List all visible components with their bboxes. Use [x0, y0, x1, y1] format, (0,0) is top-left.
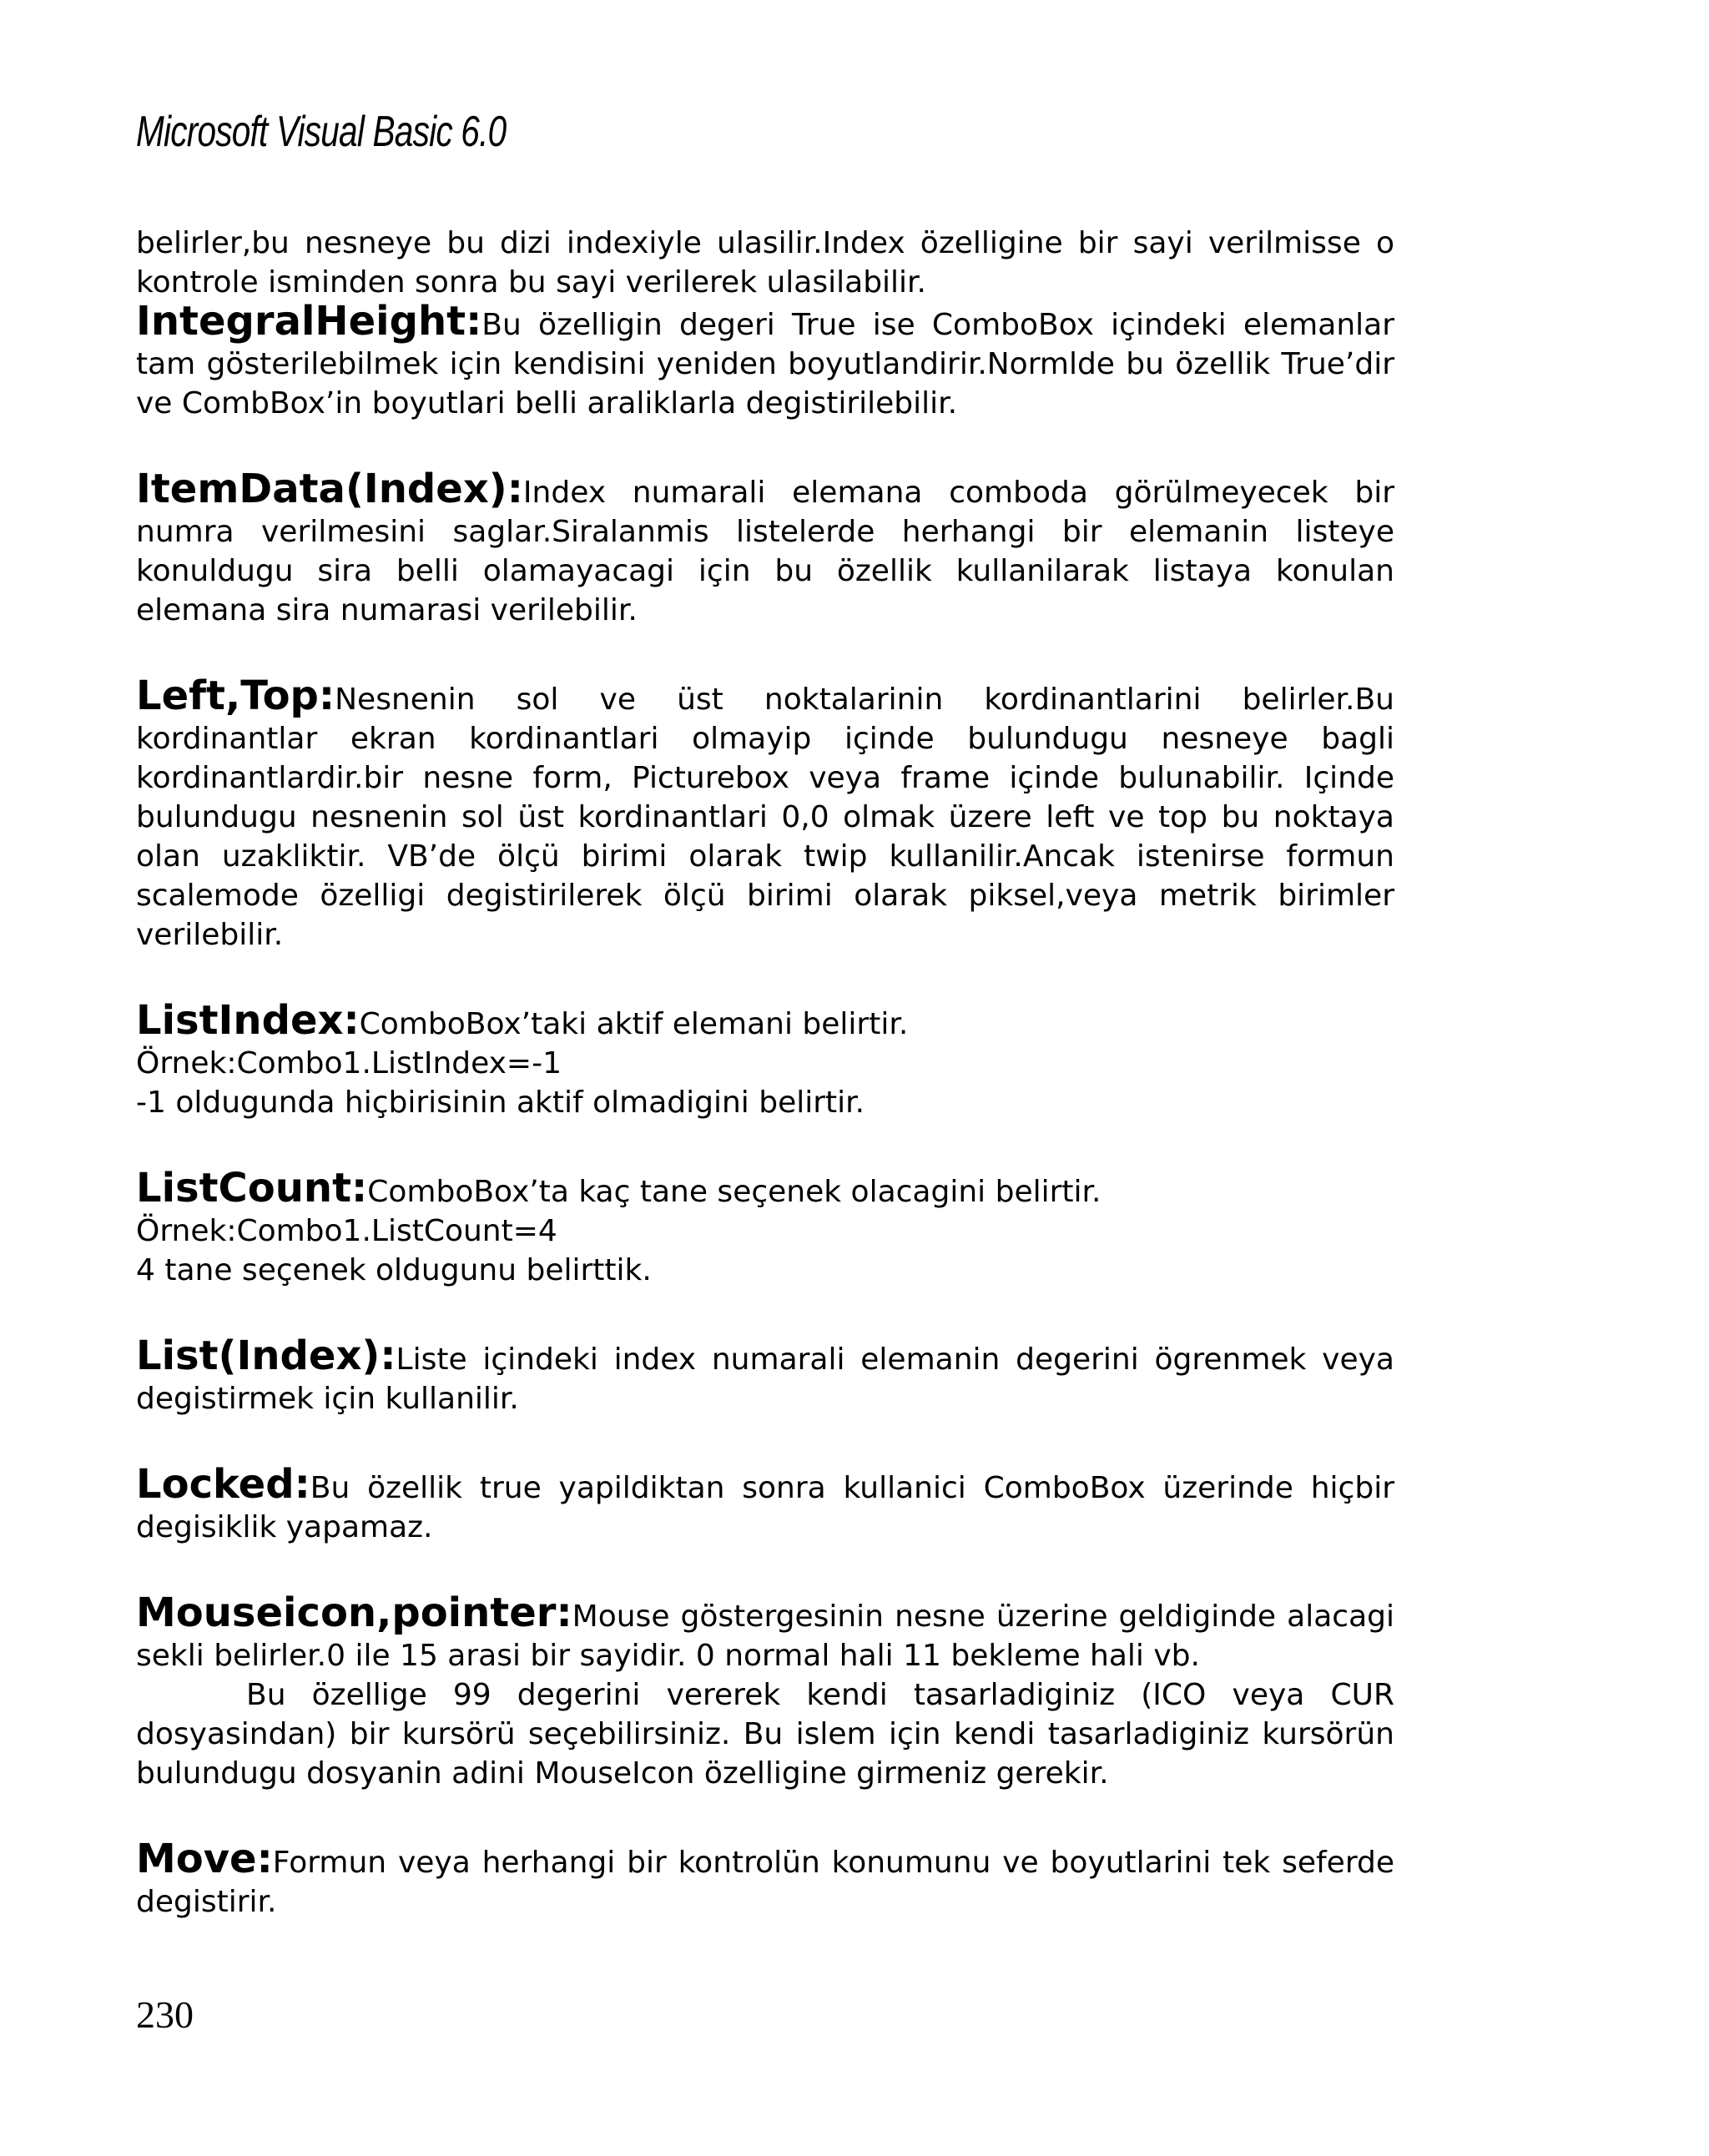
integral-height-description: Bu özelligin degeri True ise ComboBox içindeki elemanlar tam gösterilebilmek için kendisini yeniden boyutlandirir.Normlde bu özellik True’dir ve CombBox’in boyutlari belli araliklarla degistirilebilir. [136, 308, 1394, 421]
left-top-description: Nesnenin sol ve üst noktalarinin kordinantlarini belirler.Bu kordinantlar ekran kordinantlari olmayip içinde bulundugu nesneye bagli kordinantlardir.bir nesne form, Picturebox veya frame içinde bulunabilir. Içinde bulundugu nesnenin sol üst kordinantlari 0,0 olmak üzere left ve top bu noktaya olan uzakliktir. VB’de ölçü birimi olarak twip kullanilir.Ancak istenirse formun scalemode özelligi degistirilerek ölçü birimi olarak piksel,veya metrik birimler verilebilir. [136, 683, 1394, 952]
list-count-description: ComboBox’ta kaç tane seçenek olacagini belirtir. [367, 1175, 1102, 1209]
mouseicon-entry [136, 1589, 1394, 1675]
page-number: 230 [136, 1993, 194, 2036]
term-item-data: ItemData(Index): [136, 466, 523, 512]
page-body [136, 224, 1394, 1922]
list-index-description: ComboBox’taki aktif elemani belirtir. [359, 1007, 909, 1041]
term-move: Move: [136, 1836, 273, 1882]
term-list-item: List(Index): [136, 1332, 396, 1379]
term-integral-height: IntegralHeight: [136, 298, 482, 345]
mouseicon-description: Mouse göstergesinin nesne üzerine geldiginde alacagi sekli belirler.0 ile 15 arasi bir sayidir. 0 normal hali 11 bekleme hali vb. [136, 1599, 1394, 1673]
intro-paragraph: belirler,bu nesneye bu dizi indexiyle ulasilir.Index özelligine bir sayi verilmisse o kontrole isminden sonra bu sayi verilerek ulasilabilir. [136, 226, 1394, 300]
mouseicon-extra: Bu özellige 99 degerini vererek kendi tasarladiginiz (ICO veya CUR dosyasindan) bir kursörü seçebilirsiniz. Bu islem için kendi tasarladiginiz kursörün bulundugu dosyanin adini MouseIcon özelligine girmeniz gerekir. [136, 1678, 1394, 1791]
left-top-entry [136, 672, 1394, 955]
list-item-description: Liste içindeki index numarali elemanin degerini ögrenmek veya degistirmek için kullanilir. [136, 1342, 1394, 1416]
move-description: Formun veya herhangi bir kontrolün konumunu ve boyutlarini tek seferde degistirir. [136, 1846, 1394, 1919]
list-index-entry [136, 997, 1394, 1044]
running-header: Microsoft Visual Basic 6.0 [136, 108, 507, 156]
list-index-note: -1 oldugunda hiçbirisinin aktif olmadigini belirtir. [136, 1086, 865, 1120]
term-locked: Locked: [136, 1461, 310, 1508]
list-count-entry [136, 1165, 1394, 1211]
integral-height-entry [136, 298, 1394, 423]
list-index-example: Örnek:Combo1.ListIndex=-1 [136, 1046, 562, 1081]
list-count-note: 4 tane seçenek oldugunu belirttik. [136, 1253, 652, 1287]
item-data-entry [136, 466, 1394, 630]
move-entry [136, 1836, 1394, 1922]
term-list-index: ListIndex: [136, 997, 360, 1044]
item-data-description: Index numarali elemana comboda görülmeyecek bir numra verilmesini saglar.Siralanmis listelerde herhangi bir elemanin listeye konuldugu sira belli olamayacagi için bu özellik kullanilarak listaya konulan elemana sira numarasi verilebilir. [136, 476, 1394, 627]
locked-description: Bu özellik true yapildiktan sonra kullanici ComboBox üzerinde hiçbir degisiklik yapamaz. [136, 1471, 1394, 1544]
term-list-count: ListCount: [136, 1165, 368, 1211]
locked-entry [136, 1461, 1394, 1547]
term-mouseicon: Mouseicon,pointer: [136, 1589, 572, 1636]
term-left-top: Left,Top: [136, 672, 335, 719]
list-item-entry [136, 1332, 1394, 1418]
list-count-example: Örnek:Combo1.ListCount=4 [136, 1214, 557, 1248]
